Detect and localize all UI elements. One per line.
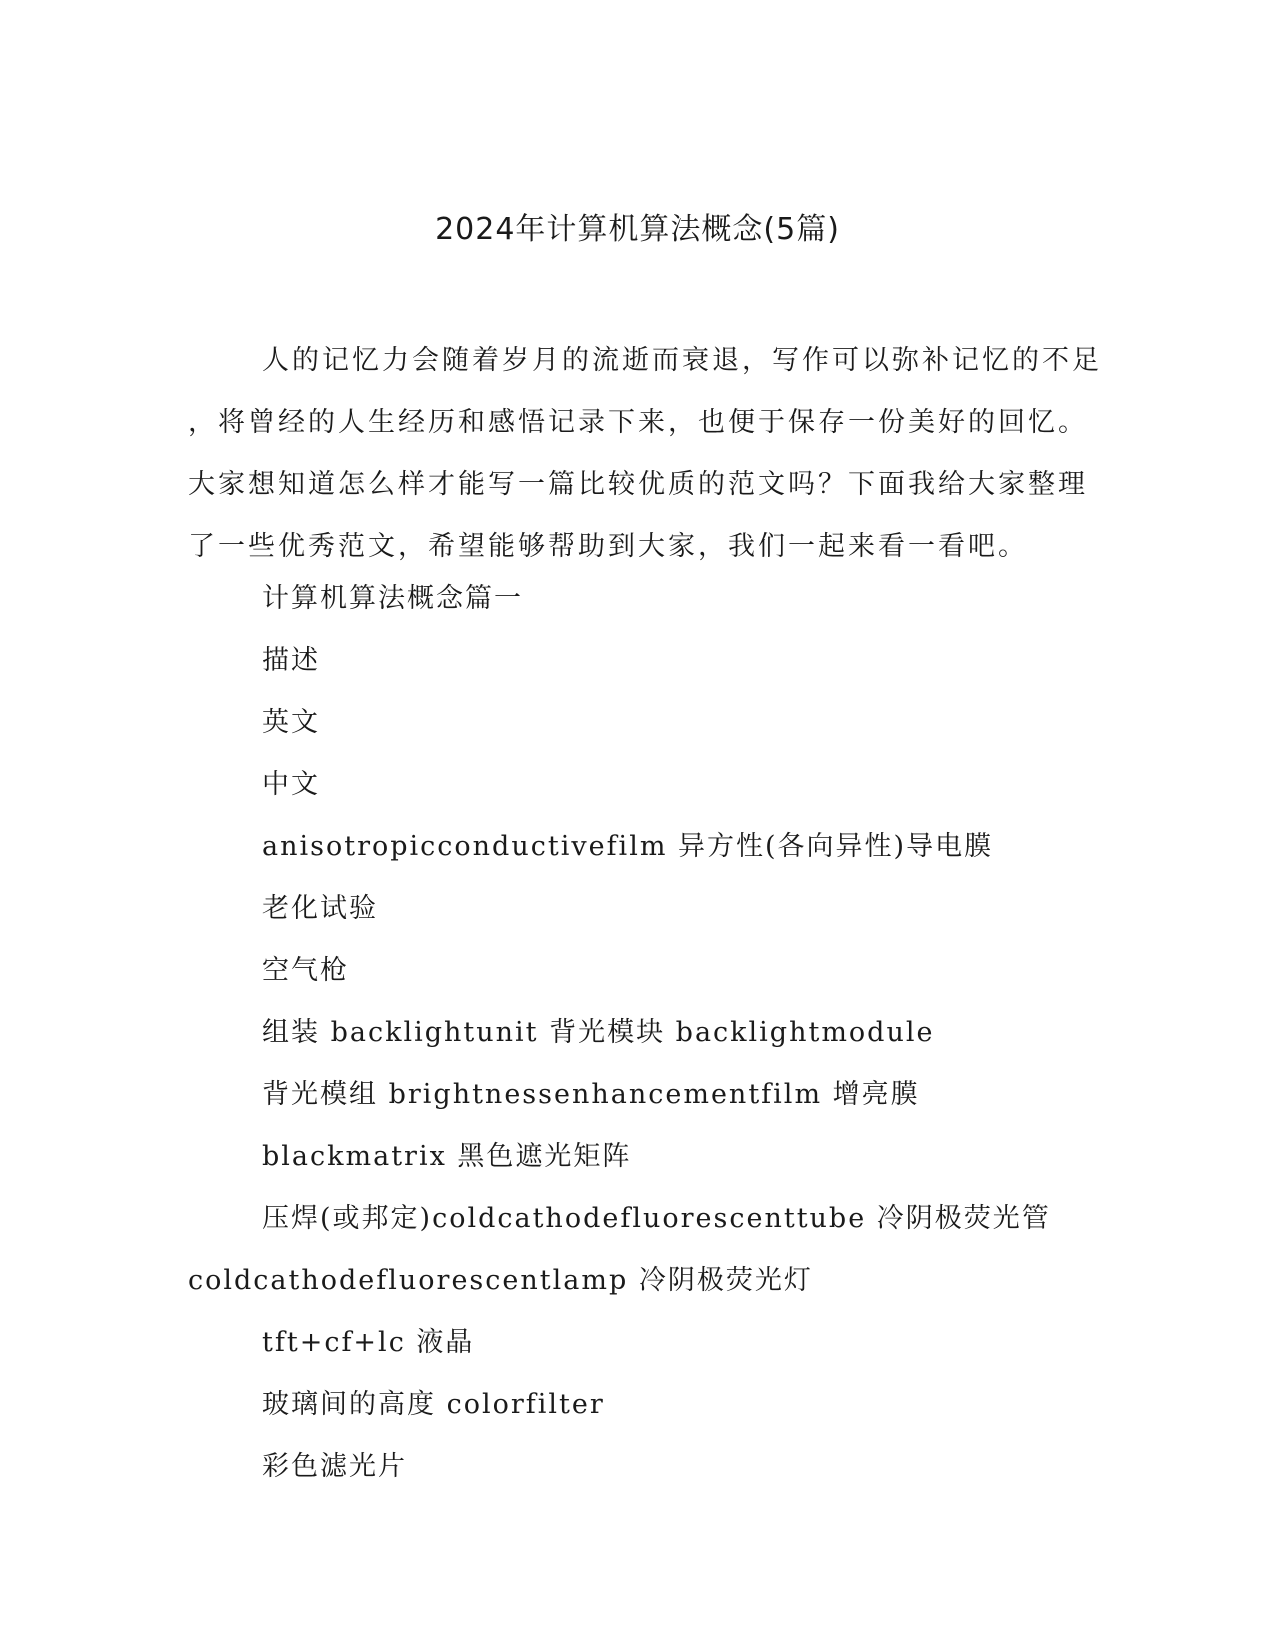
body-line: 组装 backlightunit 背光模块 backlightmodule (262, 1017, 935, 1048)
body-line: 玻璃间的高度 colorfilter (262, 1389, 605, 1420)
intro-line: ，将曾经的人生经历和感悟记录下来，也便于保存一份美好的回忆。 (188, 407, 1088, 438)
body-lines (0, 568, 1275, 1498)
body-line: blackmatrix 黑色遮光矩阵 (262, 1141, 632, 1172)
intro-paragraph (188, 330, 1102, 578)
body-line: 描述 (262, 645, 320, 676)
intro-line: 人的记忆力会随着岁月的流逝而衰退，写作可以弥补记忆的不足 (262, 345, 1102, 376)
body-line: 中文 (262, 769, 320, 800)
body-line: 彩色滤光片 (262, 1451, 407, 1482)
body-line: anisotropicconductivefilm 异方性(各向异性)导电膜 (262, 831, 994, 862)
body-line: coldcathodefluorescentlamp 冷阴极荧光灯 (188, 1265, 813, 1296)
body-line: 老化试验 (262, 893, 378, 924)
intro-line: 大家想知道怎么样才能写一篇比较优质的范文吗？下面我给大家整理 (188, 469, 1088, 500)
intro-line: 了一些优秀范文，希望能够帮助到大家，我们一起来看一看吧。 (188, 531, 1028, 562)
section-heading: 计算机算法概念篇一 (262, 583, 523, 614)
body-line: 英文 (262, 707, 320, 738)
body-line: tft+cf+lc 液晶 (262, 1327, 475, 1358)
document-title: 2024年计算机算法概念(5篇) (435, 212, 840, 247)
body-line: 空气枪 (262, 955, 349, 986)
body-line: 压焊(或邦定)coldcathodefluorescenttube 冷阴极荧光管 (262, 1203, 1051, 1234)
body-line: 背光模组 brightnessenhancementfilm 增亮膜 (262, 1079, 920, 1110)
